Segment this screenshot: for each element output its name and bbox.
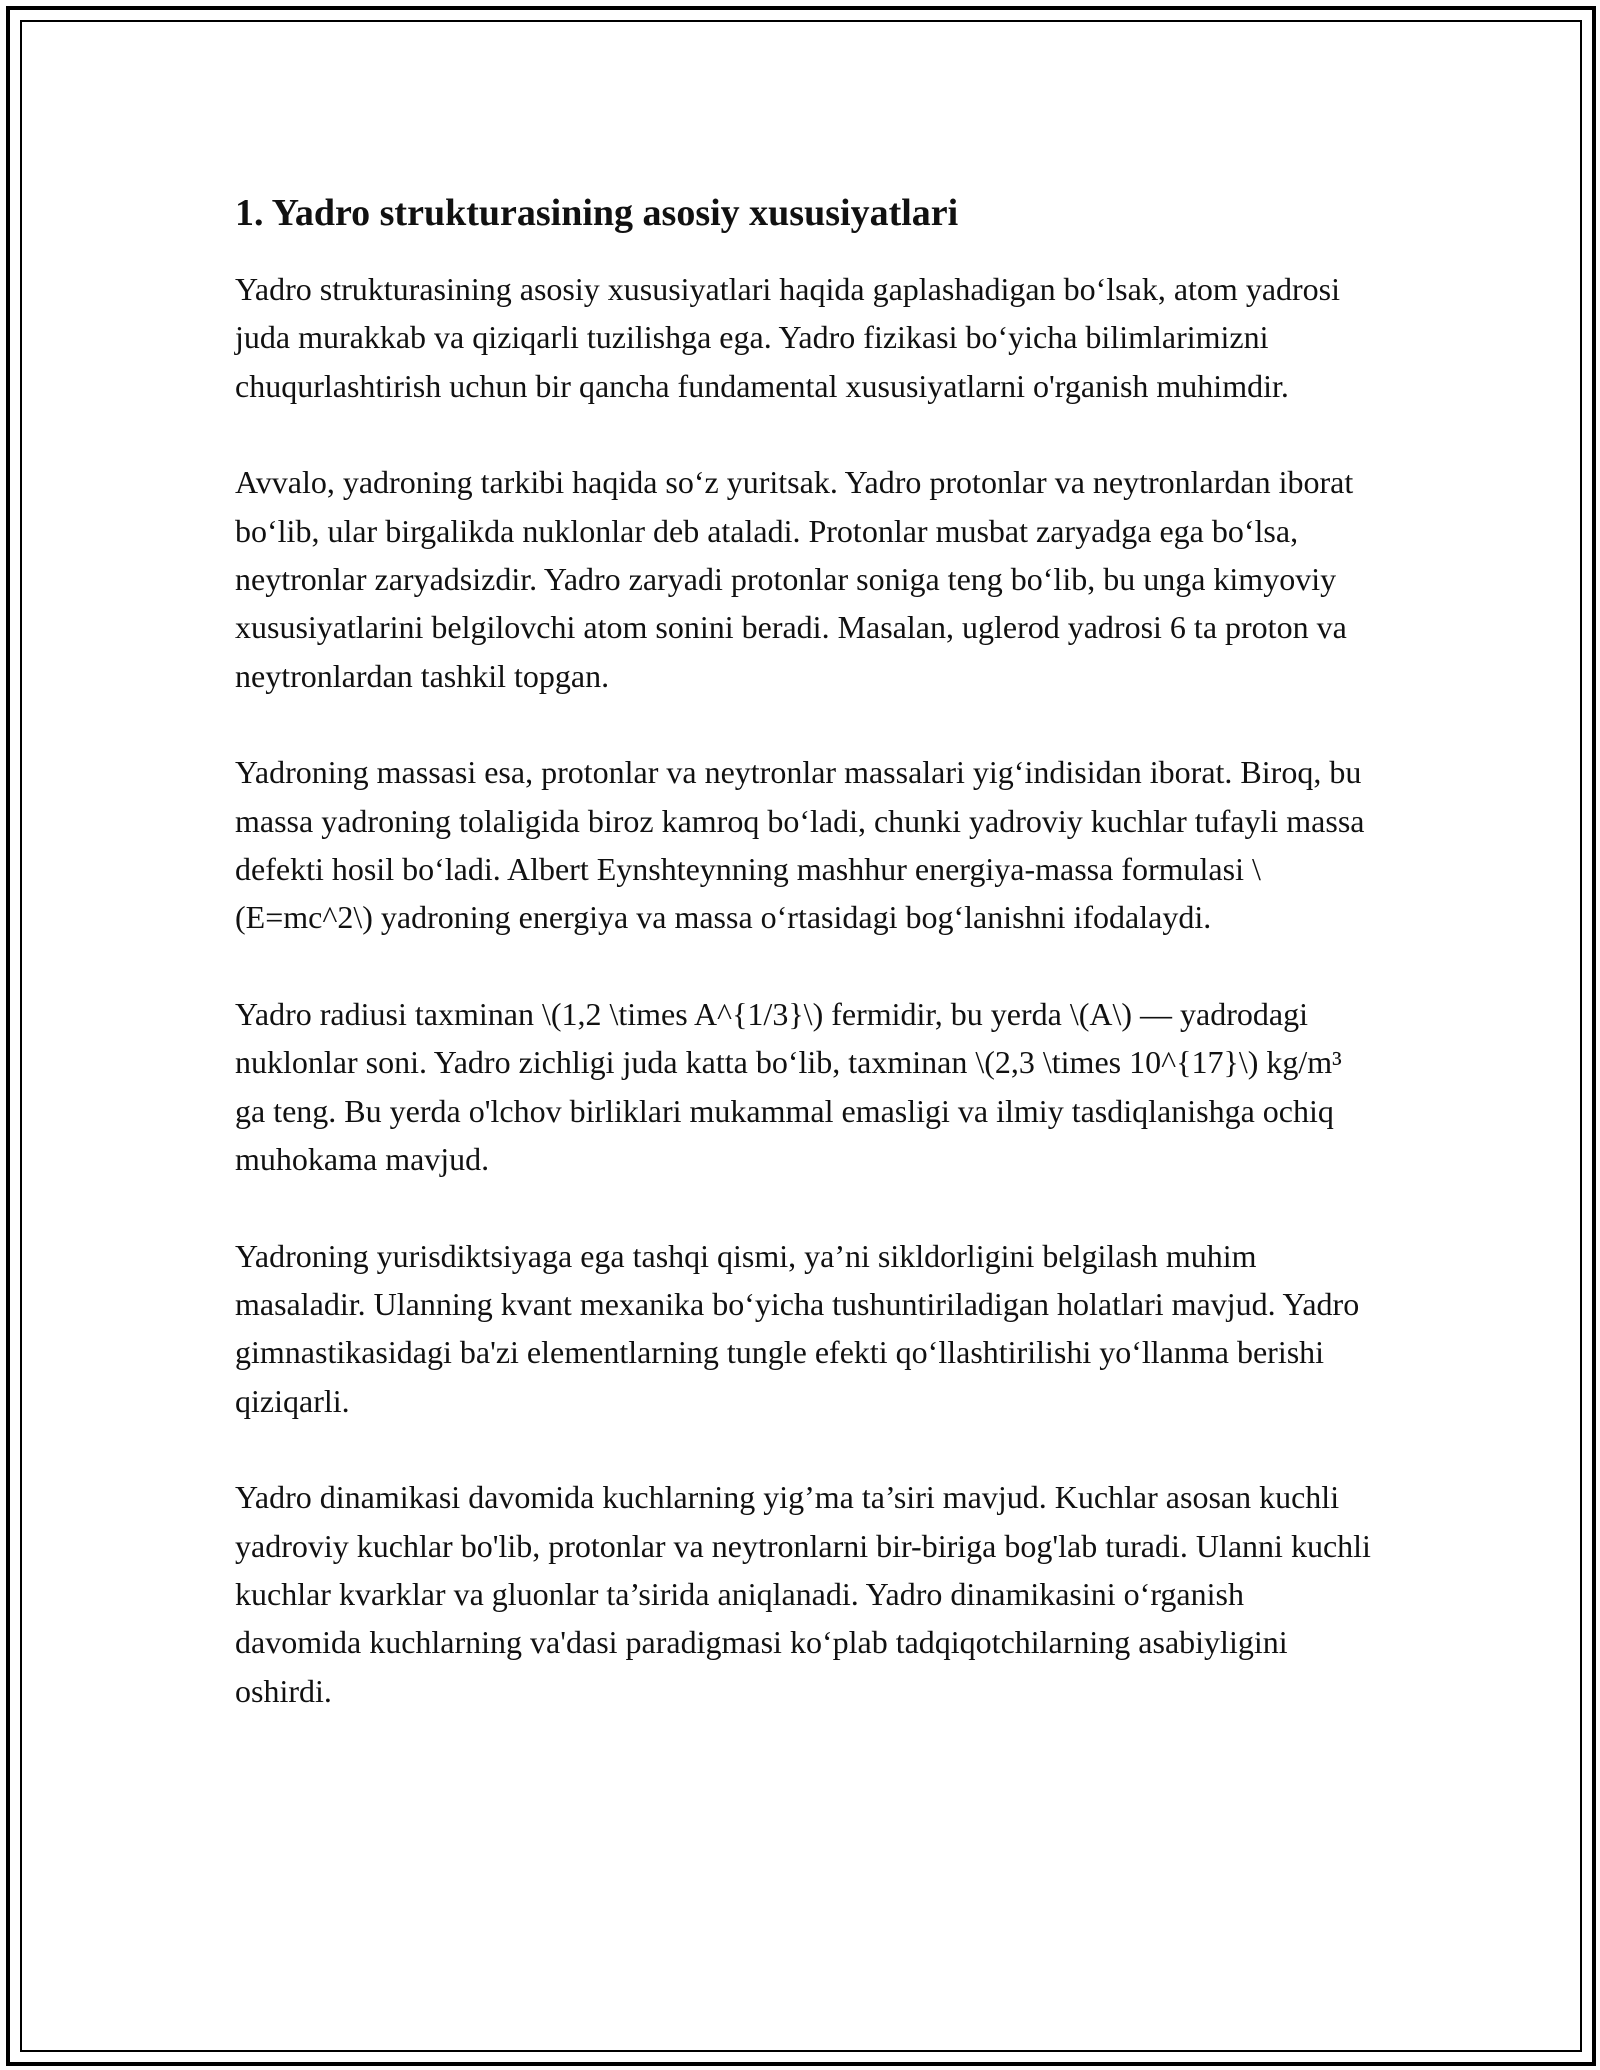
document-body bbox=[235, 185, 1375, 1763]
paragraph-5: Yadroning yurisdiktsiyaga ega tashqi qismi, ya’ni sikldorligini belgilash muhim masaladir. Ulanning kvant mexanika bo‘yicha tushuntiriladigan holatlari mavjud. Yadro gimnastikasidagi ba'zi elementlarning tungle efekti qo‘llashtirilishi yo‘llanma berishi qiziqarli. bbox=[235, 1237, 1360, 1419]
section-heading: 1. Yadro strukturasining asosiy xususiyatlari bbox=[235, 192, 959, 234]
paragraph-6: Yadro dinamikasi davomida kuchlarning yig’ma ta’siri mavjud. Kuchlar asosan kuchli yadroviy kuchlar bo'lib, protonlar va neytronlarni bir-biriga bog'lab turadi. Ulanni kuchli kuchlar kvarklar va gluonlar ta’sirida aniqlanadi. Yadro dinamikasini o‘rganish davomida kuchlarning va'dasi paradigmasi ko‘plab tadqiqotchilarning asabiyligini oshirdi. bbox=[235, 1479, 1371, 1709]
paragraph-2: Avvalo, yadroning tarkibi haqida so‘z yuritsak. Yadro protonlar va neytronlardan iborat bo‘lib, ular birgalikda nuklonlar deb ataladi. Protonlar musbat zaryadga ega bo‘lsa, neytronlar zaryadsizdir. Yadro zaryadi protonlar soniga teng bo‘lib, bu unga kimyoviy xususiyatlarini belgilovchi atom sonini beradi. Masalan, uglerod yadrosi 6 ta proton va neytronlardan tashkil topgan. bbox=[235, 464, 1354, 694]
paragraph-4: Yadro radiusi taxminan \(1,2 \times A^{1/3}\) fermidir, bu yerda \(A\) — yadrodagi nuklonlar soni. Yadro zichligi juda katta bo‘lib, taxminan \(2,3 \times 10^{17}\) kg/m³ ga teng. Bu yerda o'lchov birliklari mukammal emasligi va ilmiy tasdiqlanishga ochiq muhokama mavjud. bbox=[235, 995, 1342, 1178]
paragraph-3: Yadroning massasi esa, protonlar va neytronlar massalari yig‘indisidan iborat. Biroq, bu massa yadroning tolaligida biroz kamroq bo‘ladi, chunki yadroviy kuchlar tufayli massa defekti hosil bo‘ladi. Albert Eynshteynning mashhur energiya-massa formulasi \(E=mc^2\) yadroning energiya va massa o‘rtasidagi bog‘lanishni ifodalaydi. bbox=[235, 754, 1365, 936]
paragraph-1: Yadro strukturasining asosiy xususiyatlari haqida gaplashadigan bo‘lsak, atom yadrosi juda murakkab va qiziqarli tuzilishga ega. Yadro fizikasi bo‘yicha bilimlarimizni chuqurlashtirish uchun bir qancha fundamental xususiyatlarni o'rganish muhimdir. bbox=[235, 271, 1341, 404]
